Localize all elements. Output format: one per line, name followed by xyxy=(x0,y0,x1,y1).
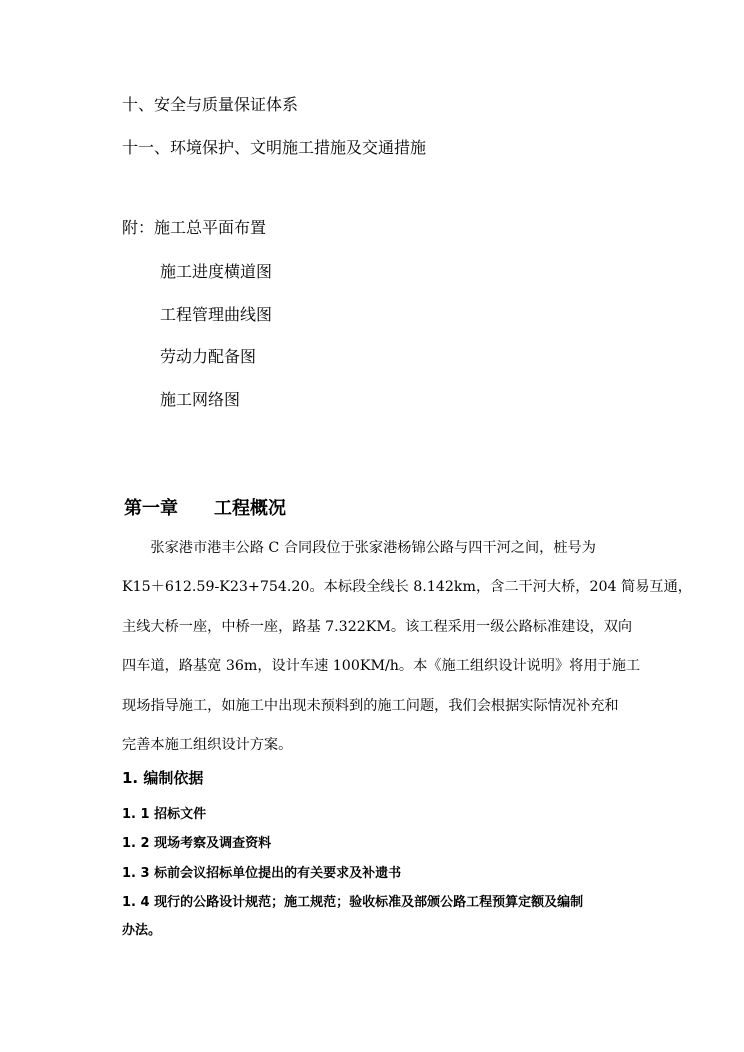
appendix-label: 附： xyxy=(122,218,155,237)
appendix-item-network: 施工网络图 xyxy=(160,390,241,409)
toc-appendix-line xyxy=(122,218,266,238)
appendix-item-management-curve: 工程管理曲线图 xyxy=(160,305,273,324)
subsection-item-continued: 办法。 xyxy=(122,923,162,938)
toc-item-safety-quality: 十、安全与质量保证体系 xyxy=(122,95,299,114)
paragraph-line: 四车道，路基宽 36m，设计车速 100KM/h。本《施工组织设计说明》将用于施工 xyxy=(122,658,641,674)
paragraph-line: 现场指导施工，如施工中出现未预料到的施工问题，我们会根据实际情况补充和 xyxy=(122,698,619,714)
subsection-item: 1. 2 现场考察及调查资料 xyxy=(122,836,272,851)
chapter-heading xyxy=(124,497,286,521)
toc-item-environment-traffic: 十一、环境保护、文明施工措施及交通措施 xyxy=(122,138,427,157)
paragraph-line: K15＋612.59-K23+754.20。本标段全线长 8.142km，含二干河大桥，204 简易互通， xyxy=(122,579,692,595)
section-heading: 1. 编制依据 xyxy=(122,769,204,787)
appendix-item-labor: 劳动力配备图 xyxy=(160,347,257,366)
chapter-number: 第一章 xyxy=(124,498,178,519)
paragraph-line: 主线大桥一座，中桥一座，路基 7.322KM。该工程采用一级公路标准建设，双向 xyxy=(122,619,633,635)
paragraph-line: 完善本施工组织设计方案。 xyxy=(122,737,293,753)
subsection-item: 1. 3 标前会议招标单位提出的有关要求及补遗书 xyxy=(122,866,402,881)
subsection-item: 1. 4 现行的公路设计规范；施工规范；验收标准及部颁公路工程预算定额及编制 xyxy=(122,895,584,910)
appendix-item-site-layout: 施工总平面布置 xyxy=(154,218,267,237)
paragraph-line: 张家港市港丰公路 C 合同段位于张家港杨锦公路与四干河之间，桩号为 xyxy=(122,540,596,556)
subsection-item: 1. 1 招标文件 xyxy=(122,807,207,822)
chapter-title: 工程概况 xyxy=(214,498,286,519)
appendix-item-schedule: 施工进度横道图 xyxy=(160,262,273,281)
